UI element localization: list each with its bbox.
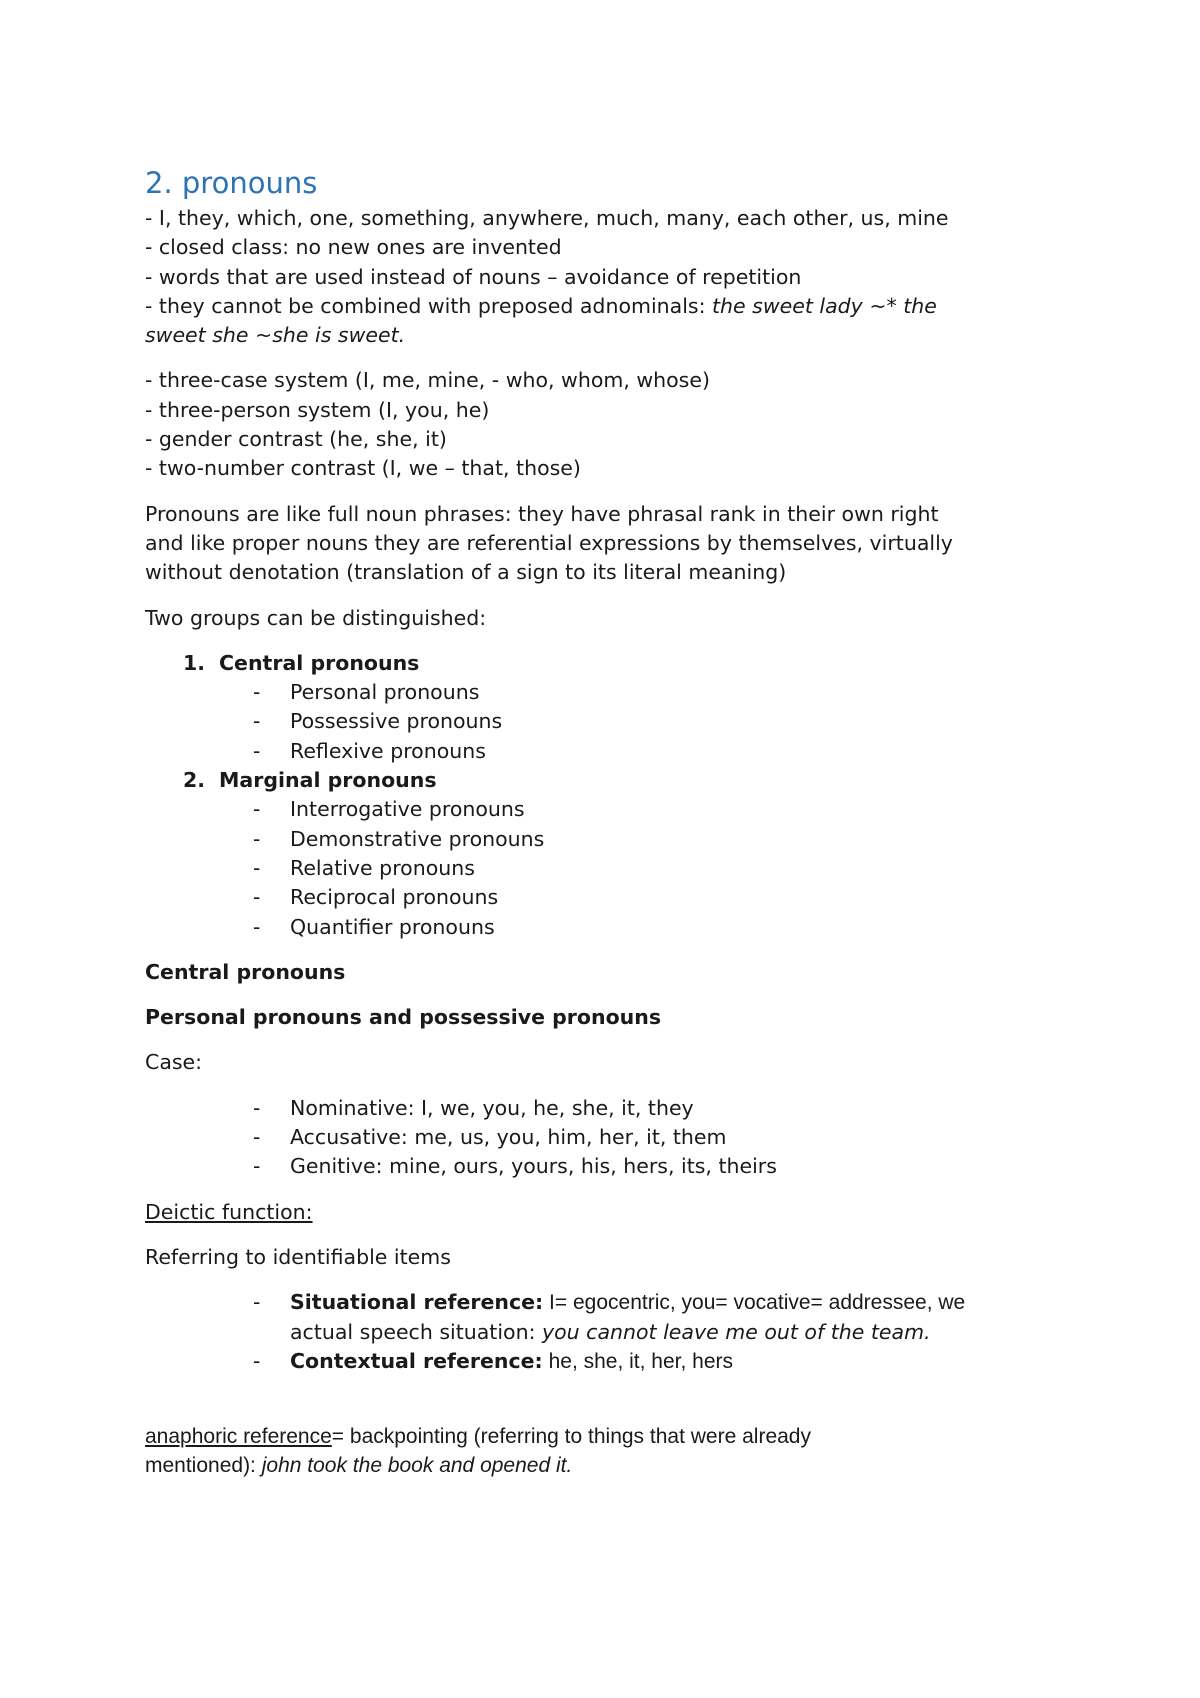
dash-bullet: - [253,914,261,939]
section-central-heading: Central pronouns [145,959,346,984]
system-line-1: - three-case system (I, me, mine, - who, whom, whose) [145,368,710,393]
group-marginal [145,766,1065,942]
situational-example: you cannot leave me out of the team. [542,1319,931,1344]
group-central [145,649,1065,766]
reference-list [145,1288,1065,1376]
group-number: 2. [183,768,206,793]
list-item-text: Genitive: mine, ours, yours, his, hers, its, theirs [290,1154,777,1179]
list-item [145,1152,1065,1181]
dash-bullet: - [253,1348,261,1373]
dash-bullet: - [253,1290,261,1315]
dash-bullet: - [253,1095,261,1120]
list-item-text: Nominative: I, we, you, he, she, it, they [290,1095,694,1120]
system-line-4: - two-number contrast (I, we – that, those) [145,456,581,481]
list-item-text: Quantifier pronouns [290,914,495,939]
adnominal-line [145,292,1065,321]
anaphoric-line-2 [145,1451,1065,1480]
list-item [145,913,1065,942]
situational-text-2: actual speech situation: [290,1319,542,1344]
list-item [145,854,1065,883]
list-item-text: Accusative: me, us, you, him, her, it, them [290,1125,727,1150]
group-number: 1. [183,650,206,675]
system-line-2: - three-person system (I, you, he) [145,397,490,422]
list-item [145,707,1065,736]
list-item [145,1094,1065,1123]
list-item [145,1347,1065,1376]
list-item-text: Relative pronouns [290,855,475,880]
list-item [145,795,1065,824]
list-item [145,678,1065,707]
section-personal-heading: Personal pronouns and possessive pronouns [145,1005,662,1030]
list-item-text: Reflexive pronouns [290,738,486,763]
group-title [145,766,1065,795]
adnominal-prefix: - they cannot be combined with preposed adnominals: [145,293,713,318]
list-item-text: Reciprocal pronouns [290,885,499,910]
list-item [145,1123,1065,1152]
intro-line-1: - I, they, which, one, something, anywhere, much, many, each other, us, mine [145,206,949,230]
phrases-line-3: without denotation (translation of a sign to its literal meaning) [145,560,787,585]
pronoun-groups-list [145,649,1065,942]
intro-line-2: - closed class: no new ones are invented [145,235,562,260]
list-item [145,737,1065,766]
dash-bullet: - [253,709,261,734]
dash-bullet: - [253,1154,261,1179]
contextual-text: he, she, it, her, hers [542,1349,734,1373]
list-item [145,825,1065,854]
case-list [145,1094,1065,1182]
list-item-text: Demonstrative pronouns [290,826,545,851]
phrases-line-1: Pronouns are like full noun phrases: they have phrasal rank in their own right [145,501,939,526]
anaphoric-line-1 [145,1422,1065,1451]
system-line-3: - gender contrast (he, she, it) [145,427,447,452]
dash-bullet: - [253,738,261,763]
situational-label: Situational reference: [290,1290,544,1315]
dash-bullet: - [253,680,261,705]
list-item-text: Interrogative pronouns [290,797,525,822]
anaphoric-term: anaphoric reference [145,1425,332,1449]
adnominal-example-2: sweet she ~she is sweet. [145,323,406,348]
dash-bullet: - [253,826,261,851]
group-items [145,678,1065,766]
list-item [145,883,1065,912]
situational-text: I= egocentric, you= vocative= addressee, we [543,1291,966,1315]
list-item [145,1288,1065,1347]
phrases-line-2: and like proper nouns they are referential expressions by themselves, virtually [145,530,953,555]
dash-bullet: - [253,855,261,880]
list-item-text: Personal pronouns [290,680,480,705]
dash-bullet: - [253,1125,261,1150]
anaphoric-text-2: mentioned): [145,1454,262,1478]
group-title-text: Central pronouns [219,650,420,675]
dash-bullet: - [253,885,261,910]
dash-bullet: - [253,797,261,822]
spacer [145,1392,1065,1422]
section-heading: 2. pronouns [145,166,318,200]
adnominal-example-1: the sweet lady ~* the [712,293,937,318]
anaphoric-example: john took the book and opened it. [261,1454,573,1478]
group-items [145,795,1065,941]
document-page [145,164,1065,1481]
deictic-intro: Referring to identifiable items [145,1244,451,1269]
groups-intro: Two groups can be distinguished: [145,605,487,630]
group-title-text: Marginal pronouns [219,768,437,793]
contextual-label: Contextual reference: [290,1348,543,1373]
list-item-text: Possessive pronouns [290,709,503,734]
adnominal-line-2 [145,321,1065,350]
group-title [145,649,1065,678]
anaphoric-text: = backpointing (referring to things that were already [331,1425,811,1449]
deictic-label: Deictic function: [145,1199,313,1224]
case-label: Case: [145,1050,203,1075]
intro-line-3: - words that are used instead of nouns – avoidance of repetition [145,264,802,289]
